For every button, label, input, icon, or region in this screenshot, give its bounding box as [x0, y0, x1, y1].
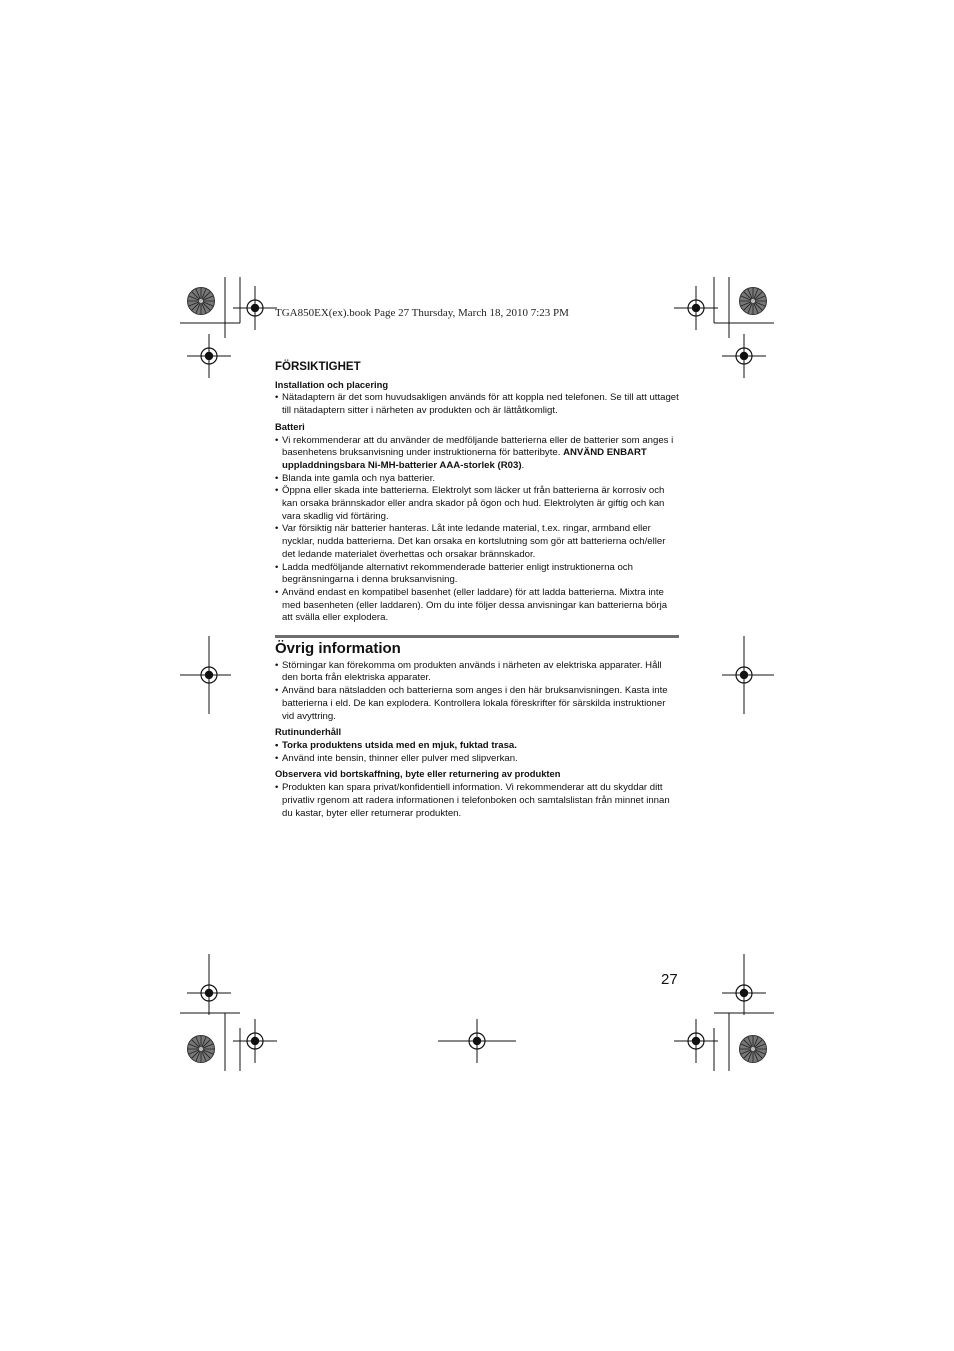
list-item: • Produkten kan spara privat/konfidentiell information. Vi rekommenderar att du skyddar ditt privatliv rgenom att radera informationen i telefonboken och samtalslistan från minnet innan du kastar, byter eller returnerar produkten.	[275, 782, 679, 820]
list-item: • Använd bara nätsladden och batterierna som anges i den här bruksanvisningen. Kasta inte batterierna i eld. De kan explodera. Kontrollera lokala föreskrifter för särskilda instruktioner vid avyttring.	[275, 685, 679, 723]
installation-list	[275, 392, 679, 417]
page-number: 27	[661, 971, 678, 988]
list-item: • Störningar kan förekomma om produkten används i närheten av elektriska apparater. Håll den borta från elektriska apparater.	[275, 660, 679, 685]
installation-subheading: Installation och placering	[275, 378, 389, 390]
list-item: • Var försiktig när batterier hanteras. Låt inte ledande material, t.ex. ringar, armband eller nycklar, nudda batterierna. Det kan orsaka en kortslutning som gör att batterierna och/eller det ledande materialet överhettas och orsakar brännskador.	[275, 523, 679, 561]
page-content	[275, 361, 679, 820]
registration-mark-icon	[674, 1019, 718, 1063]
section-divider	[275, 635, 679, 638]
registration-mark-icon	[722, 334, 766, 378]
other-information-list	[275, 660, 679, 724]
battery-subheading: Batteri	[275, 420, 305, 432]
print-header: TGA850EX(ex).book Page 27 Thursday, March 18, 2010 7:23 PM	[275, 307, 569, 319]
disposal-subheading: Observera vid bortskaffning, byte eller returnering av produkten	[275, 768, 561, 780]
registration-mark-icon	[187, 334, 231, 378]
star-target-icon	[740, 1036, 767, 1063]
list-item: • Använd endast en kompatibel basenhet (eller laddare) för att ladda batterierna. Mixtra inte med basenheten (eller laddaren). Om du inte följer dessa anvisningar kan batterierna börja att svälla eller explodera.	[275, 587, 679, 625]
maintenance-list	[275, 740, 679, 765]
maintenance-subheading: Rutinunderhåll	[275, 726, 342, 738]
star-target-icon	[740, 288, 767, 315]
other-information-heading: Övrig information	[275, 640, 401, 658]
disposal-list	[275, 782, 679, 820]
caution-heading: FÖRSIKTIGHET	[275, 361, 361, 373]
list-item: • Nätadaptern är det som huvudsakligen används för att koppla ned telefonen. Se till att uttaget till nätadaptern sitter i närheten av produkten och är lättåtkomligt.	[275, 392, 679, 417]
list-item: • Öppna eller skada inte batterierna. Elektrolyt som läcker ut från batterierna är korrosiv och kan orsaka brännskador eller andra skador på ögon och hud. Elektrolyten är giftig och kan vara skadlig vid förtäring.	[275, 485, 679, 523]
battery-warning-bold: ANVÄND ENBART uppladdningsbara Ni-MH-batterier AAA-storlek (R03)	[282, 447, 647, 471]
list-item: • Ladda medföljande alternativt rekommenderade batterier enligt instruktionerna och begränsningarna i denna bruksanvisning.	[275, 562, 679, 587]
list-item: • Blanda inte gamla och nya batterier.	[275, 473, 679, 486]
star-target-icon	[188, 1036, 215, 1063]
registration-mark-icon	[674, 286, 718, 330]
list-item	[275, 435, 679, 473]
battery-item-text: Vi rekommenderar att du använder de medföljande batterierna eller de batterier som anges i basenhetens bruksanvisning under instruktionerna för batteribyte.	[282, 434, 674, 459]
battery-list	[275, 435, 679, 626]
star-target-icon	[188, 288, 215, 315]
list-item: • Använd inte bensin, thinner eller pulver med slipverkan.	[275, 753, 679, 766]
battery-item-end: .	[521, 459, 525, 471]
list-item: • Torka produktens utsida med en mjuk, fuktad trasa.	[275, 740, 679, 753]
